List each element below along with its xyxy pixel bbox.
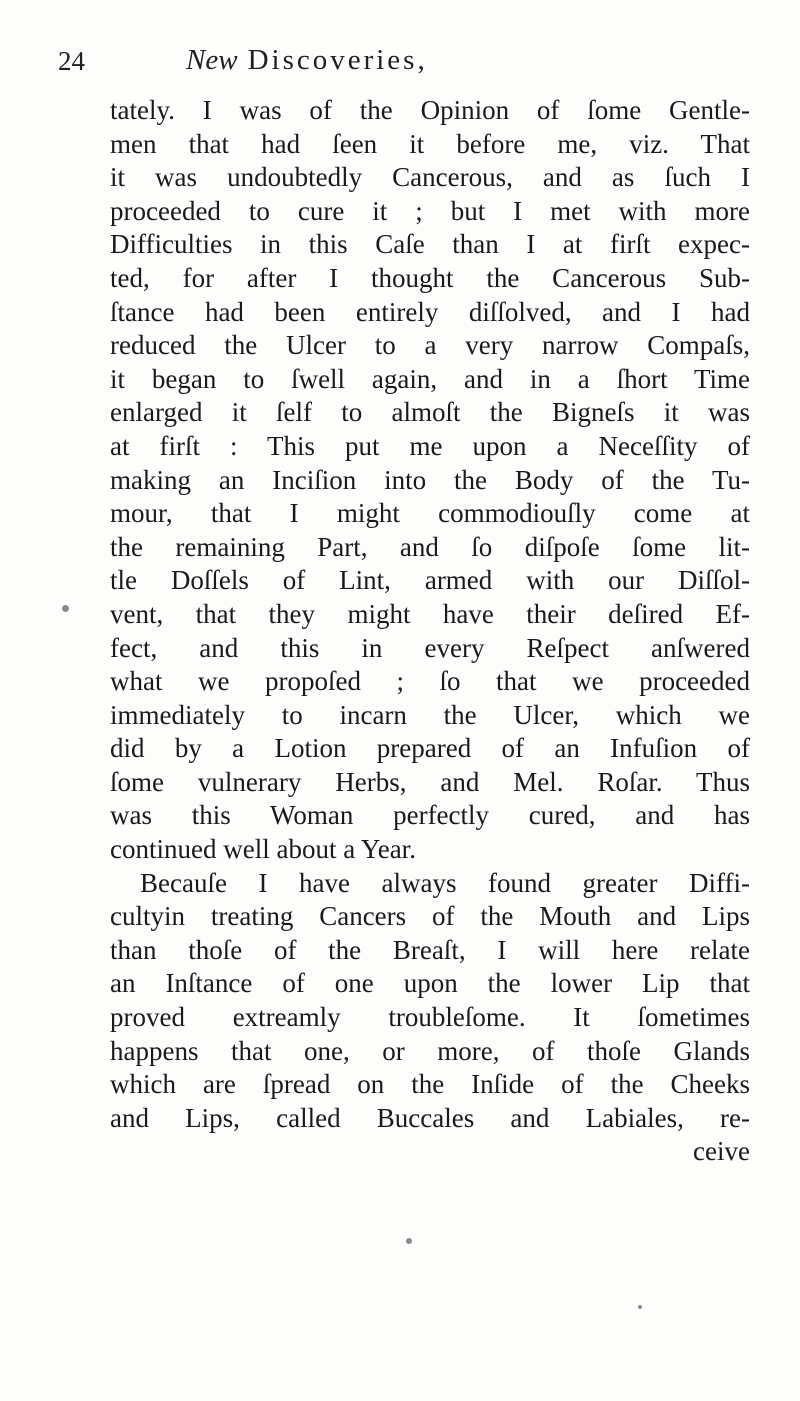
ink-speck [406, 1238, 412, 1244]
text-line-27: an Inſtance of one upon the lower Lip that [110, 968, 750, 999]
text-line-13: mour, that I might commodiouſly come at [110, 498, 750, 529]
body-text [110, 94, 750, 1169]
page-header [48, 40, 688, 90]
ink-speck [62, 605, 69, 612]
text-line-22: was this Woman perfectly cured, and has [110, 800, 750, 831]
running-title-italic: New [186, 44, 238, 76]
text-line-5: Difficulties in this Caſe than I at firſt expec- [110, 229, 750, 260]
text-line-8: reduced the Ulcer to a very narrow Compaſs, [110, 330, 750, 361]
text-line-12: making an Inciſion into the Body of the Tu- [110, 464, 750, 495]
text-line-9: it began to ſwell again, and in a ſhort Time [110, 363, 750, 394]
text-line-1: tately. I was of the Opinion of ſome Gentle- [110, 95, 750, 125]
text-line-4: proceeded to cure it ; but I met with more [110, 195, 750, 226]
catchword: ceive [693, 1136, 750, 1167]
text-line-2: men that had ſeen it before me, viz. That [110, 128, 750, 159]
text-line-14: the remaining Part, and ſo diſpoſe ſome lit- [110, 531, 750, 562]
text-line-3: it was undoubtedly Cancerous, and as ſuch I [110, 162, 750, 193]
running-title-caps: Discoveries, [247, 44, 428, 76]
text-line-24: Becauſe I have always found greater Diffi- [140, 867, 750, 898]
text-line-23: continued well about a Year. [110, 834, 416, 865]
text-line-10: enlarged it ſelf to almoſt the Bigneſs it was [110, 397, 750, 428]
text-line-20: did by a Lotion prepared of an Infuſion of [110, 733, 750, 764]
text-line-29: happens that one, or more, of thoſe Glands [110, 1035, 750, 1066]
text-line-30: which are ſpread on the Inſide of the Cheeks [110, 1069, 750, 1100]
text-line-19: immediately to incarn the Ulcer, which we [110, 699, 750, 730]
text-line-17: fect, and this in every Reſpect anſwered [110, 632, 750, 663]
ink-speck [638, 1305, 642, 1309]
text-line-11: at firſt : This put me upon a Neceſſity of [110, 430, 750, 461]
text-line-26: than thoſe of the Breaſt, I will here relate [110, 934, 750, 965]
text-line-7: ſtance had been entirely diſſolved, and I had [110, 296, 750, 327]
text-line-18: what we propoſed ; ſo that we proceeded [110, 666, 750, 697]
text-line-15: tle Doſſels of Lint, armed with our Diſſol- [110, 565, 750, 596]
text-line-31: and Lips, called Buccales and Labiales, re- [110, 1102, 750, 1133]
text-line-21: ſome vulnerary Herbs, and Mel. Roſar. Thus [110, 766, 750, 797]
text-line-25: cultyin treating Cancers of the Mouth and Lips [110, 901, 750, 932]
text-line-16: vent, that they might have their deſired Ef- [110, 598, 750, 629]
running-title [186, 44, 428, 77]
page-number: 24 [58, 46, 85, 76]
text-line-28: proved extreamly troubleſome. It ſometimes [110, 1002, 750, 1033]
text-line-6: ted, for after I thought the Cancerous Sub- [110, 262, 750, 293]
